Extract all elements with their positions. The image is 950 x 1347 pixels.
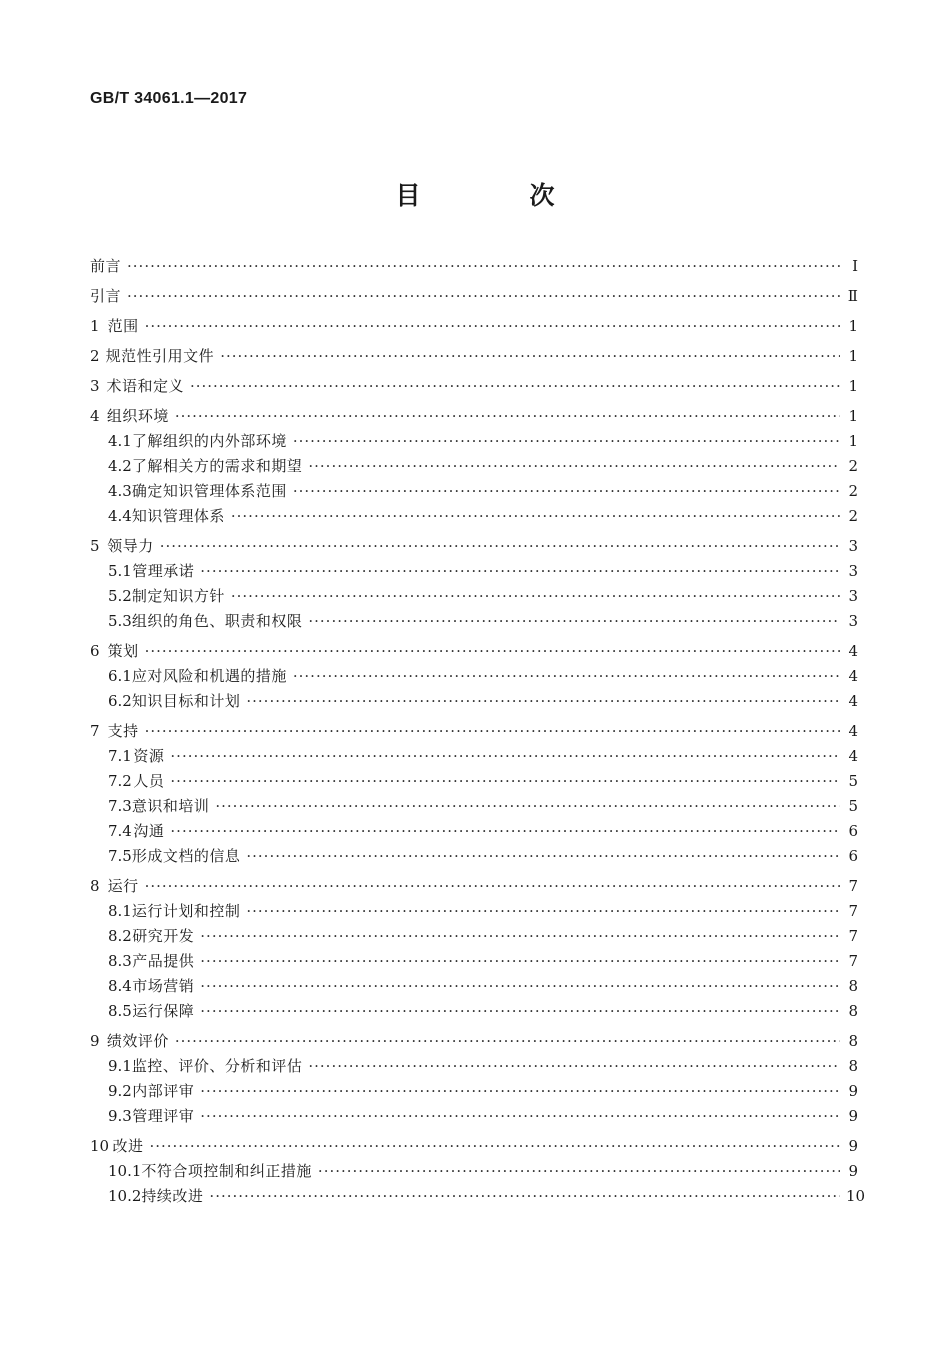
toc-entry-title: 资源 xyxy=(133,747,165,765)
toc-entry-title: 绩效评价 xyxy=(106,1032,169,1050)
dot-leader xyxy=(170,744,840,769)
toc-entry[interactable] xyxy=(90,534,858,559)
toc-entry-number: 5.2 xyxy=(108,587,132,605)
toc-entry[interactable] xyxy=(90,1184,866,1209)
toc-entry[interactable] xyxy=(90,664,858,689)
toc-entry-page: 9 xyxy=(848,1082,858,1100)
toc-entry[interactable] xyxy=(90,1029,858,1054)
dot-leader xyxy=(209,1184,840,1209)
toc-entry-page: 4 xyxy=(848,642,858,660)
toc-entry-page: 7 xyxy=(848,927,858,945)
dot-leader xyxy=(200,1104,840,1129)
toc-entry-number: 9.2 xyxy=(108,1082,132,1100)
toc-entry-page: 9 xyxy=(848,1137,858,1155)
toc-entry[interactable] xyxy=(90,429,858,454)
toc-entry-page: 7 xyxy=(848,902,858,920)
toc-entry-page: 2 xyxy=(848,482,858,500)
toc-entry[interactable] xyxy=(90,819,858,844)
toc-entry[interactable] xyxy=(90,744,858,769)
toc-entry[interactable] xyxy=(90,899,858,924)
dot-leader xyxy=(200,1079,840,1104)
toc-entry-number: 7.4 xyxy=(108,822,132,840)
toc-entry-number: 7.3 xyxy=(108,797,132,815)
toc-entry-title: 领导力 xyxy=(107,537,154,555)
toc-entry-page: 7 xyxy=(848,952,858,970)
toc-entry-title: 策划 xyxy=(107,642,139,660)
toc-entry-title: 应对风险和机遇的措施 xyxy=(131,667,287,685)
toc-entry[interactable] xyxy=(90,999,858,1024)
dot-leader xyxy=(308,454,840,479)
dot-leader xyxy=(145,719,840,744)
dot-leader xyxy=(308,1054,840,1079)
toc-entry-number: 3 xyxy=(90,377,100,395)
toc-entry-title: 运行保障 xyxy=(132,1002,195,1020)
toc-entry-number: 8.3 xyxy=(108,952,132,970)
toc-entry-page: 3 xyxy=(848,587,858,605)
dot-leader xyxy=(246,844,840,869)
toc-entry[interactable] xyxy=(90,344,858,369)
toc-entry[interactable] xyxy=(90,794,858,819)
toc-entry[interactable] xyxy=(90,974,858,999)
toc-entry-title: 产品提供 xyxy=(132,952,195,970)
toc-entry-number: 10.2 xyxy=(108,1187,142,1205)
toc-entry-page: Ⅱ xyxy=(847,287,858,305)
toc-entry-page: 6 xyxy=(848,847,858,865)
toc-entry-page: 9 xyxy=(848,1162,858,1180)
toc-entry-page: 3 xyxy=(848,537,858,555)
toc-entry-page: 9 xyxy=(848,1107,858,1125)
toc-entry-title: 组织的角色、职责和权限 xyxy=(131,612,303,630)
toc-entry-number: 4 xyxy=(90,407,100,425)
toc-entry-number: 6.2 xyxy=(108,692,132,710)
toc-entry-number: 5 xyxy=(90,537,100,555)
toc-entry-number: 7.2 xyxy=(108,772,132,790)
toc-entry-number: 2 xyxy=(90,347,100,365)
dot-leader xyxy=(127,254,840,279)
toc-entry[interactable] xyxy=(90,689,858,714)
toc-entry-page: 1 xyxy=(848,347,858,365)
toc-entry[interactable] xyxy=(90,1054,858,1079)
toc-entry-page: 3 xyxy=(848,562,858,580)
toc-entry-title: 内部评审 xyxy=(132,1082,195,1100)
dot-leader xyxy=(231,504,840,529)
toc-entry-title: 持续改进 xyxy=(141,1187,204,1205)
dot-leader xyxy=(170,769,840,794)
toc-entry[interactable] xyxy=(90,769,858,794)
toc-entry-page: 8 xyxy=(848,977,858,995)
toc-entry-number: 8.5 xyxy=(108,1002,132,1020)
toc-entry-title: 范围 xyxy=(107,317,139,335)
toc-entry-number: 4.1 xyxy=(108,432,132,450)
toc-entry-page: 8 xyxy=(848,1002,858,1020)
dot-leader xyxy=(215,794,840,819)
dot-leader xyxy=(145,314,840,339)
toc-entry-title: 组织环境 xyxy=(106,407,169,425)
dot-leader xyxy=(246,899,840,924)
toc-entry[interactable] xyxy=(90,949,858,974)
toc-entry-page: 8 xyxy=(848,1057,858,1075)
toc-entry-title: 运行计划和控制 xyxy=(131,902,241,920)
toc-entry-number: 9.1 xyxy=(108,1057,132,1075)
toc-entry-title: 改进 xyxy=(112,1137,144,1155)
toc-entry-number: 5.1 xyxy=(108,562,132,580)
toc-entry-title: 运行 xyxy=(107,877,139,895)
dot-leader xyxy=(220,344,840,369)
toc-entry-title: 引言 xyxy=(90,287,122,305)
dot-leader xyxy=(160,534,840,559)
page-title: 目 次 xyxy=(395,181,597,210)
toc-entry-number: 8.1 xyxy=(108,902,132,920)
toc-entry-page: 2 xyxy=(848,457,858,475)
toc-entry-number: 6 xyxy=(90,642,100,660)
toc-entry[interactable] xyxy=(90,1104,858,1129)
toc-entry-title: 规范性引用文件 xyxy=(105,347,215,365)
toc-entry-title: 形成文档的信息 xyxy=(131,847,241,865)
toc-entry[interactable] xyxy=(90,314,858,339)
toc-entry-title: 不符合项控制和纠正措施 xyxy=(141,1162,312,1180)
toc-entry-page: 2 xyxy=(848,507,858,525)
toc-entry-page: 1 xyxy=(848,432,858,450)
toc-entry-title: 沟通 xyxy=(133,822,165,840)
dot-leader xyxy=(175,404,840,429)
toc-entry-title: 前言 xyxy=(90,257,122,275)
toc-entry-number: 1 xyxy=(90,317,100,335)
dot-leader xyxy=(145,874,840,899)
toc-entry[interactable] xyxy=(90,374,858,399)
toc-entry-number: 9 xyxy=(90,1032,100,1050)
toc-entry[interactable] xyxy=(90,874,858,899)
standard-code: GB/T 34061.1—2017 xyxy=(90,90,248,107)
toc-entry-title: 管理承诺 xyxy=(132,562,195,580)
toc-entry-page: 8 xyxy=(848,1032,858,1050)
dot-leader xyxy=(246,689,840,714)
toc-entry-page: 5 xyxy=(848,797,858,815)
toc-entry[interactable] xyxy=(90,1079,858,1104)
toc-entry-title: 知识目标和计划 xyxy=(131,692,241,710)
dot-leader xyxy=(145,639,840,664)
dot-leader xyxy=(149,1134,840,1159)
toc-entry-number: 10.1 xyxy=(108,1162,142,1180)
toc-entry[interactable] xyxy=(90,559,858,584)
toc-entry[interactable] xyxy=(90,639,858,664)
toc-entry-title: 了解相关方的需求和期望 xyxy=(131,457,303,475)
toc-entry-number: 5.3 xyxy=(108,612,132,630)
toc-entry[interactable] xyxy=(90,924,858,949)
toc-entry-number: 7.5 xyxy=(108,847,132,865)
dot-leader xyxy=(200,924,840,949)
toc-entry-number: 8.2 xyxy=(108,927,132,945)
toc-entry-title: 人员 xyxy=(133,772,165,790)
toc-entry-title: 市场营销 xyxy=(132,977,195,995)
toc-entry-number: 8 xyxy=(90,877,100,895)
toc-entry-title: 研究开发 xyxy=(132,927,195,945)
toc-entry-title: 支持 xyxy=(107,722,139,740)
toc-entry-number: 7.1 xyxy=(108,747,132,765)
toc-entry-title: 知识管理体系 xyxy=(131,507,225,525)
toc-entry[interactable] xyxy=(90,844,858,869)
table-of-contents xyxy=(90,254,866,1209)
toc-entry[interactable] xyxy=(90,404,858,429)
dot-leader xyxy=(200,949,840,974)
toc-entry-number: 6.1 xyxy=(108,667,132,685)
toc-entry-page: 1 xyxy=(848,377,858,395)
toc-entry-number: 7 xyxy=(90,722,100,740)
toc-entry-page: 10 xyxy=(846,1187,866,1205)
toc-entry-number: 9.3 xyxy=(108,1107,132,1125)
dot-leader xyxy=(293,429,840,454)
toc-entry-page: Ⅰ xyxy=(852,257,858,275)
toc-entry[interactable] xyxy=(90,1134,858,1159)
dot-leader xyxy=(200,559,840,584)
toc-entry[interactable] xyxy=(90,609,858,634)
toc-entry-page: 5 xyxy=(848,772,858,790)
toc-entry-page: 4 xyxy=(848,692,858,710)
toc-entry[interactable] xyxy=(90,719,858,744)
toc-entry[interactable] xyxy=(90,254,858,279)
dot-leader xyxy=(293,664,840,689)
toc-entry-title: 管理评审 xyxy=(132,1107,195,1125)
dot-leader xyxy=(308,609,840,634)
toc-entry[interactable] xyxy=(90,479,858,504)
toc-entry-page: 3 xyxy=(848,612,858,630)
dot-leader xyxy=(318,1159,840,1184)
toc-entry-number: 4.4 xyxy=(108,507,132,525)
toc-entry-title: 意识和培训 xyxy=(131,797,210,815)
toc-entry-title: 制定知识方针 xyxy=(131,587,225,605)
toc-entry-title: 监控、评价、分析和评估 xyxy=(131,1057,303,1075)
dot-leader xyxy=(231,584,840,609)
toc-entry-page: 4 xyxy=(848,747,858,765)
dot-leader xyxy=(175,1029,840,1054)
toc-entry-page: 6 xyxy=(848,822,858,840)
toc-entry-page: 4 xyxy=(848,722,858,740)
toc-entry-number: 4.2 xyxy=(108,457,132,475)
dot-leader xyxy=(293,479,840,504)
toc-entry-page: 1 xyxy=(848,317,858,335)
toc-entry[interactable] xyxy=(90,454,858,479)
dot-leader xyxy=(200,974,840,999)
toc-entry[interactable] xyxy=(90,1159,858,1184)
toc-entry[interactable] xyxy=(90,584,858,609)
toc-entry[interactable] xyxy=(90,284,858,309)
toc-entry-page: 1 xyxy=(848,407,858,425)
dot-leader xyxy=(170,819,840,844)
dot-leader xyxy=(127,284,840,309)
toc-entry-number: 8.4 xyxy=(108,977,132,995)
dot-leader xyxy=(200,999,840,1024)
toc-entry-page: 7 xyxy=(848,877,858,895)
toc-entry[interactable] xyxy=(90,504,858,529)
dot-leader xyxy=(190,374,840,399)
toc-entry-title: 了解组织的内外部环境 xyxy=(131,432,287,450)
toc-entry-number: 4.3 xyxy=(108,482,132,500)
toc-entry-number: 10 xyxy=(90,1137,110,1155)
toc-entry-page: 4 xyxy=(848,667,858,685)
toc-entry-title: 确定知识管理体系范围 xyxy=(131,482,287,500)
toc-entry-title: 术语和定义 xyxy=(106,377,184,395)
